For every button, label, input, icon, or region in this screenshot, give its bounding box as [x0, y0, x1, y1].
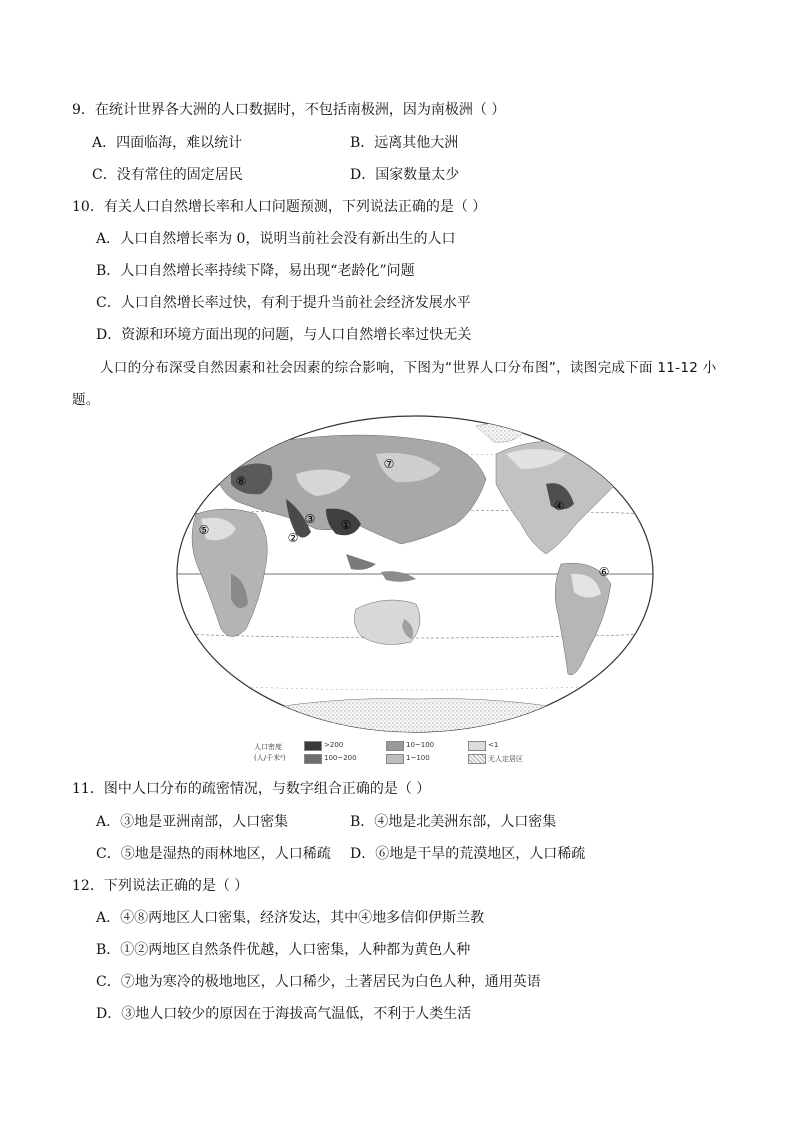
- q12-option-a: A．④⑧两地区人口密集，经济发达，其中④地多信仰伊斯兰教: [96, 910, 485, 926]
- q11-stem: 11．图中人口分布的疏密情况，与数字组合正确的是（ ）: [72, 781, 431, 797]
- q11-option-c: C．⑤地是湿热的雨林地区，人口稀疏: [96, 846, 331, 862]
- q11-option-d: D．⑥地是干旱的荒漠地区，人口稀疏: [350, 846, 586, 862]
- q10-option-b: B．人口自然增长率持续下降，易出现“老龄化”问题: [96, 263, 415, 279]
- legend-swatch-high: [304, 754, 322, 764]
- legend-label-low: 1~100: [406, 754, 430, 762]
- q10-option-d: D．资源和环境方面出现的问题，与人口自然增长率过快无关: [96, 327, 472, 343]
- legend-swatch-mid: [386, 741, 404, 751]
- q11-option-a: A．③地是亚洲南部，人口密集: [96, 814, 289, 830]
- q9-option-a: A．四面临海，难以统计: [92, 135, 243, 151]
- map-marker-5: ⑤: [198, 523, 210, 537]
- map-marker-3: ③: [304, 512, 316, 526]
- map-marker-2: ②: [287, 531, 299, 545]
- q10-stem: 10．有关人口自然增长率和人口问题预测，下列说法正确的是（ ）: [72, 199, 487, 215]
- q9-stem: 9．在统计世界各大洲的人口数据时，不包括南极洲，因为南极洲（ ）: [72, 102, 506, 118]
- legend-swatch-low: [386, 754, 404, 764]
- q10-option-c: C．人口自然增长率过快，有利于提升当前社会经济发展水平: [96, 295, 471, 311]
- legend-label-high: 100~200: [324, 754, 357, 762]
- q12-option-d: D．③地人口较少的原因在于海拔高气温低，不利于人类生活: [96, 1006, 472, 1022]
- q12-stem: 12．下列说法正确的是（ ）: [72, 878, 249, 894]
- q10-option-a: A．人口自然增长率为 0，说明当前社会没有新出生的人口: [96, 231, 456, 247]
- q11-option-b: B．④地是北美洲东部，人口密集: [350, 814, 557, 830]
- q12-option-b: B．①②两地区自然条件优越，人口密集，人种都为黄色人种: [96, 942, 471, 958]
- map-marker-6: ⑥: [598, 565, 610, 579]
- map-marker-4: ④: [553, 499, 565, 513]
- map-marker-1: ①: [340, 518, 352, 532]
- legend-label-mid: 10~100: [406, 741, 435, 749]
- legend-label-sparse: <1: [488, 741, 499, 749]
- legend-unit: (人/千米²): [254, 754, 286, 762]
- world-population-map: [176, 414, 654, 734]
- intro-line-2: 题。: [72, 392, 100, 408]
- legend-label-dense: >200: [324, 741, 344, 749]
- legend-label-none: 无人定居区: [488, 755, 523, 763]
- map-legend: [250, 738, 550, 768]
- legend-swatch-none: [468, 754, 486, 764]
- q12-option-c: C．⑦地为寒冷的极地地区，人口稀少，土著居民为白色人种，通用英语: [96, 974, 541, 990]
- intro-line-1: 人口的分布深受自然因素和社会因素的综合影响，下图为“世界人口分布图”，读图完成下面 11-12 小: [100, 360, 717, 376]
- q9-option-d: D．国家数量太少: [350, 167, 460, 183]
- legend-swatch-dense: [304, 741, 322, 751]
- legend-swatch-sparse: [468, 741, 486, 751]
- map-marker-7: ⑦: [383, 457, 395, 471]
- legend-title: 人口密度: [254, 743, 282, 751]
- q9-option-b: B．远离其他大洲: [350, 135, 459, 151]
- q9-option-c: C．没有常住的固定居民: [92, 167, 243, 183]
- map-marker-8: ⑧: [235, 474, 247, 488]
